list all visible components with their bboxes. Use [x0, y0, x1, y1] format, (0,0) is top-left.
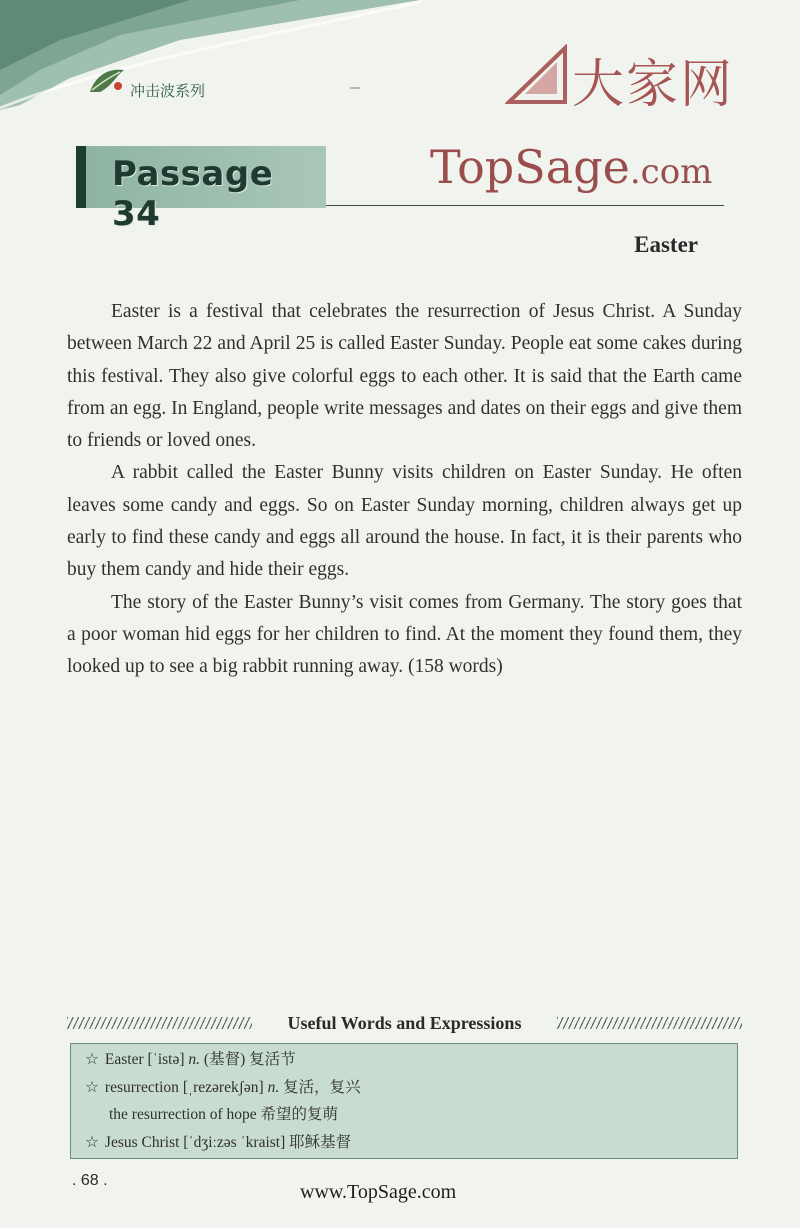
vocab-pos: n. [188, 1051, 201, 1068]
hatch-divider-right [557, 1017, 742, 1029]
phrase-meaning: 希望的复萌 [260, 1106, 339, 1123]
vocab-entry [85, 1074, 737, 1102]
watermark-main: TopSage [430, 140, 630, 194]
watermark-suffix: .com [629, 152, 713, 192]
series-label: 冲击波系列 [130, 82, 206, 100]
vocab-meaning: (基督) 复活节 [203, 1051, 296, 1068]
paragraph-3: The story of the Easter Bunny’s visit comes from Germany. The story goes that a poor woman hid eggs for her children to find. At the moment they found them, they looked up to see a big rabbit running away. (158 words) [67, 591, 742, 678]
useful-words-title: Useful Words and Expressions [287, 1012, 522, 1033]
watermark-english [430, 140, 712, 194]
vocab-phonetic: [ˈdʒiːzəs ˈkraist] [183, 1133, 286, 1151]
passage-title: Easter [634, 232, 698, 257]
title-rule [326, 205, 724, 206]
star-icon: ☆ [85, 1078, 99, 1096]
vocab-word: Easter [104, 1051, 144, 1068]
vocab-meaning: 耶稣基督 [289, 1133, 352, 1151]
passage-body [67, 296, 742, 684]
paragraph-2: A rabbit called the Easter Bunny visits children on Easter Sunday. He often leaves some candy and eggs. So on Easter Sunday morning, children always get up early to find these candy and eggs all around the house. In fact, it is their parents who buy them candy and hide their eggs. [67, 462, 742, 581]
vocab-entry [85, 1129, 737, 1157]
vocab-word: Jesus Christ [104, 1133, 180, 1151]
hatch-divider-left [67, 1017, 252, 1029]
vocab-phonetic: [ˈistə] [147, 1051, 185, 1068]
leaf-icon [86, 64, 128, 98]
topsage-logo-icon [505, 44, 569, 106]
passage-label-box [76, 146, 326, 234]
star-icon: ☆ [85, 1133, 99, 1151]
star-icon: ☆ [85, 1051, 99, 1068]
passage-label: Passage 34 [112, 154, 274, 234]
footer-url: www.TopSage.com [300, 1181, 457, 1203]
vocab-word: resurrection [104, 1078, 179, 1096]
vocab-pos: n. [267, 1078, 280, 1096]
phrase-text: the resurrection of hope [109, 1106, 257, 1123]
paragraph-1: Easter is a festival that celebrates the resurrection of Jesus Christ. A Sunday between March 22 and April 25 is called Easter Sunday. People eat some cakes during this festival. They also give colorful eggs to each other. It is said that the Earth came from an egg. In England, people write messages and dates on their eggs and give them to friends or loved ones. [67, 301, 742, 452]
useful-words-box [70, 1043, 738, 1159]
watermark-chinese: 大家网 [572, 55, 735, 115]
page-number: . 68 . [72, 1172, 108, 1189]
vocab-phrase [85, 1101, 737, 1129]
vocab-meaning: 复活，复兴 [283, 1078, 361, 1096]
useful-words-header [67, 1010, 742, 1036]
vocab-entry [85, 1046, 737, 1074]
vocab-phonetic: [ˌrezərekʃən] [182, 1078, 264, 1096]
